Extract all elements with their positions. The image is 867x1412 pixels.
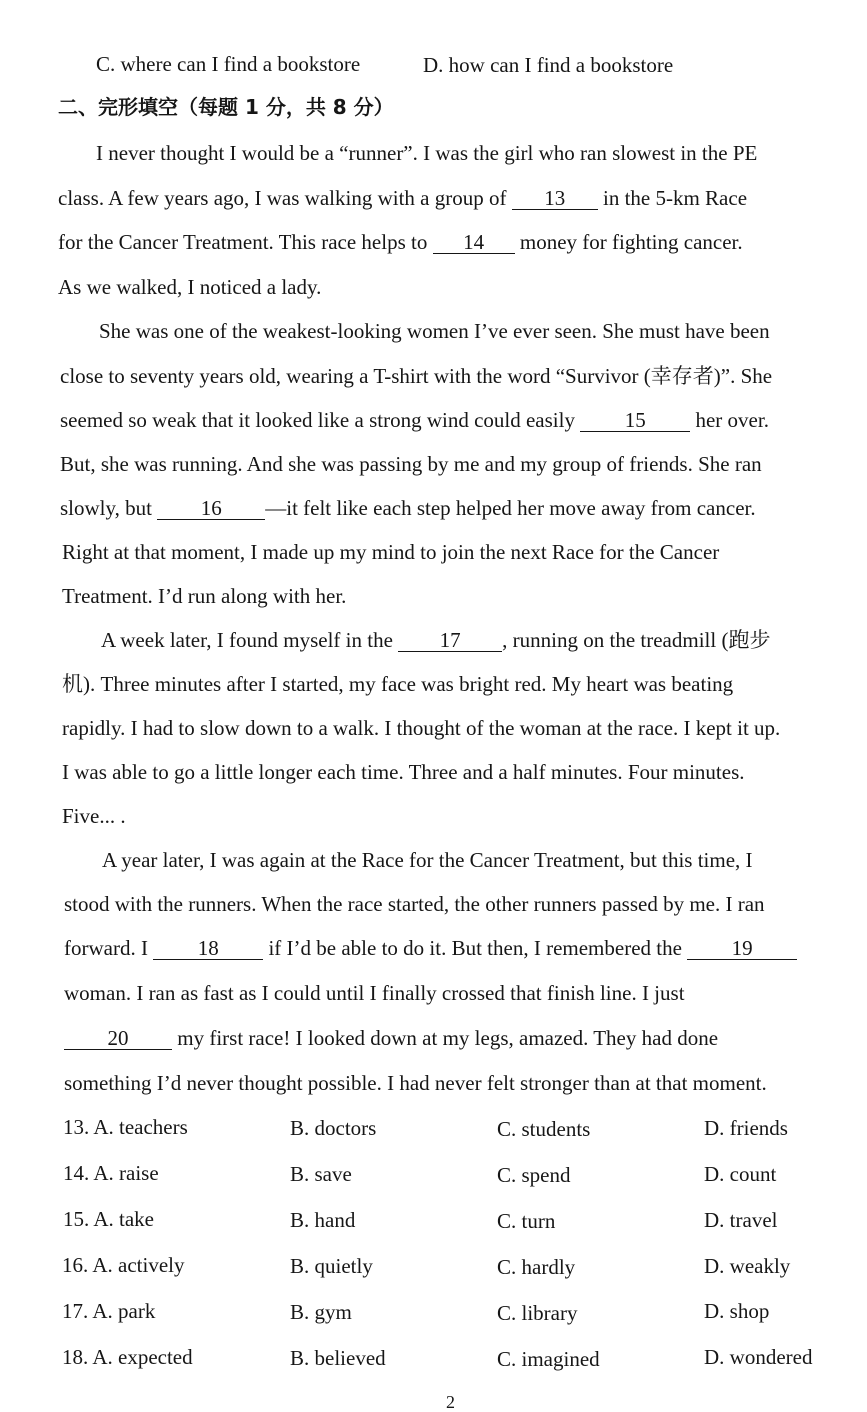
text-segment: class. A few years ago, I was walking with a group of <box>58 186 507 210</box>
text-line <box>60 494 756 522</box>
text-line: stood with the runners. When the race started, the other runners passed by me. I ran <box>64 892 765 916</box>
option-b[interactable]: B. doctors <box>290 1116 377 1140</box>
text-segment: seemed so weak that it looked like a strong wind could easily <box>60 408 575 432</box>
option-d[interactable]: D. wondered <box>704 1345 813 1369</box>
blank-14[interactable]: 14 <box>433 231 515 254</box>
text-line: As we walked, I noticed a lady. <box>58 275 322 299</box>
text-segment: my first race! I looked down at my legs, amazed. They had done <box>177 1026 719 1050</box>
text-line: I was able to go a little longer each time. Three and a half minutes. Four minutes. <box>62 760 745 784</box>
text-line <box>58 184 747 212</box>
option-c[interactable]: C. turn <box>497 1209 556 1233</box>
option-a[interactable]: 18. A. expected <box>62 1345 193 1369</box>
option-a[interactable]: 17. A. park <box>62 1299 156 1323</box>
option-d[interactable]: D. shop <box>704 1299 770 1323</box>
text-line: Five... . <box>62 804 126 828</box>
option-a[interactable]: 14. A. raise <box>63 1161 159 1185</box>
blank-16[interactable]: 16 <box>157 497 265 520</box>
option-a[interactable]: 16. A. actively <box>62 1253 185 1277</box>
text-segment: , running on the treadmill (跑步 <box>502 628 771 652</box>
text-line: But, she was running. And she was passing by me and my group of friends. She ran <box>60 452 762 476</box>
option-d[interactable]: D. weakly <box>704 1254 791 1278</box>
text-line: Right at that moment, I made up my mind to join the next Race for the Cancer <box>62 540 720 564</box>
blank-13[interactable]: 13 <box>512 187 598 210</box>
text-segment: money for fighting cancer. <box>519 230 743 254</box>
text-segment: in the 5-km Race <box>602 186 748 210</box>
option-b[interactable]: B. believed <box>290 1346 386 1370</box>
section-heading: 二、完形填空（每题 1 分，共 8 分） <box>58 95 394 119</box>
blank-15[interactable]: 15 <box>580 409 690 432</box>
blank-17[interactable]: 17 <box>398 629 502 652</box>
text-line <box>60 406 769 434</box>
option-c[interactable]: C. spend <box>497 1163 571 1187</box>
option-b[interactable]: B. save <box>290 1162 352 1186</box>
text-line: close to seventy years old, wearing a T-shirt with the word “Survivor (幸存者)”. She <box>60 364 773 388</box>
prev-option-c: C. where can I find a bookstore <box>96 52 361 76</box>
text-segment: for the Cancer Treatment. This race helps to <box>58 230 428 254</box>
page-number: 2 <box>446 1392 455 1412</box>
blank-20[interactable]: 20 <box>64 1027 172 1050</box>
option-b[interactable]: B. gym <box>290 1300 352 1324</box>
prev-option-d: D. how can I find a bookstore <box>423 53 674 77</box>
text-line: 机). Three minutes after I started, my face was bright red. My heart was beating <box>62 672 734 696</box>
option-c[interactable]: C. students <box>497 1117 591 1141</box>
text-segment: forward. I <box>64 936 148 960</box>
text-segment: —it felt like each step helped her move away from cancer. <box>265 496 756 520</box>
text-segment: her over. <box>695 408 769 432</box>
blank-18[interactable]: 18 <box>153 937 263 960</box>
text-line: I never thought I would be a “runner”. I was the girl who ran slowest in the PE <box>96 141 758 165</box>
option-c[interactable]: C. library <box>497 1301 578 1325</box>
option-d[interactable]: D. travel <box>704 1208 778 1232</box>
text-line: something I’d never thought possible. I had never felt stronger than at that moment. <box>64 1071 767 1095</box>
option-c[interactable]: C. hardly <box>497 1255 576 1279</box>
text-line: woman. I ran as fast as I could until I finally crossed that finish line. I just <box>64 981 685 1005</box>
option-d[interactable]: D. count <box>704 1162 777 1186</box>
option-b[interactable]: B. hand <box>290 1208 356 1232</box>
option-d[interactable]: D. friends <box>704 1116 788 1140</box>
text-segment: A week later, I found myself in the <box>101 628 393 652</box>
text-line <box>101 626 770 654</box>
text-segment: slowly, but <box>60 496 152 520</box>
option-c[interactable]: C. imagined <box>497 1347 600 1371</box>
blank-19[interactable]: 19 <box>687 937 797 960</box>
text-line: rapidly. I had to slow down to a walk. I thought of the woman at the race. I kept it up. <box>62 716 781 740</box>
text-line: A year later, I was again at the Race for the Cancer Treatment, but this time, I <box>102 848 753 872</box>
text-segment: if I’d be able to do it. But then, I remembered the <box>268 936 682 960</box>
option-a[interactable]: 15. A. take <box>63 1207 154 1231</box>
text-line <box>58 228 743 256</box>
text-line: She was one of the weakest-looking women I’ve ever seen. She must have been <box>99 319 770 343</box>
text-line: Treatment. I’d run along with her. <box>62 584 347 608</box>
text-line <box>64 934 797 962</box>
option-a[interactable]: 13. A. teachers <box>63 1115 188 1139</box>
option-b[interactable]: B. quietly <box>290 1254 373 1278</box>
text-line <box>64 1024 718 1052</box>
